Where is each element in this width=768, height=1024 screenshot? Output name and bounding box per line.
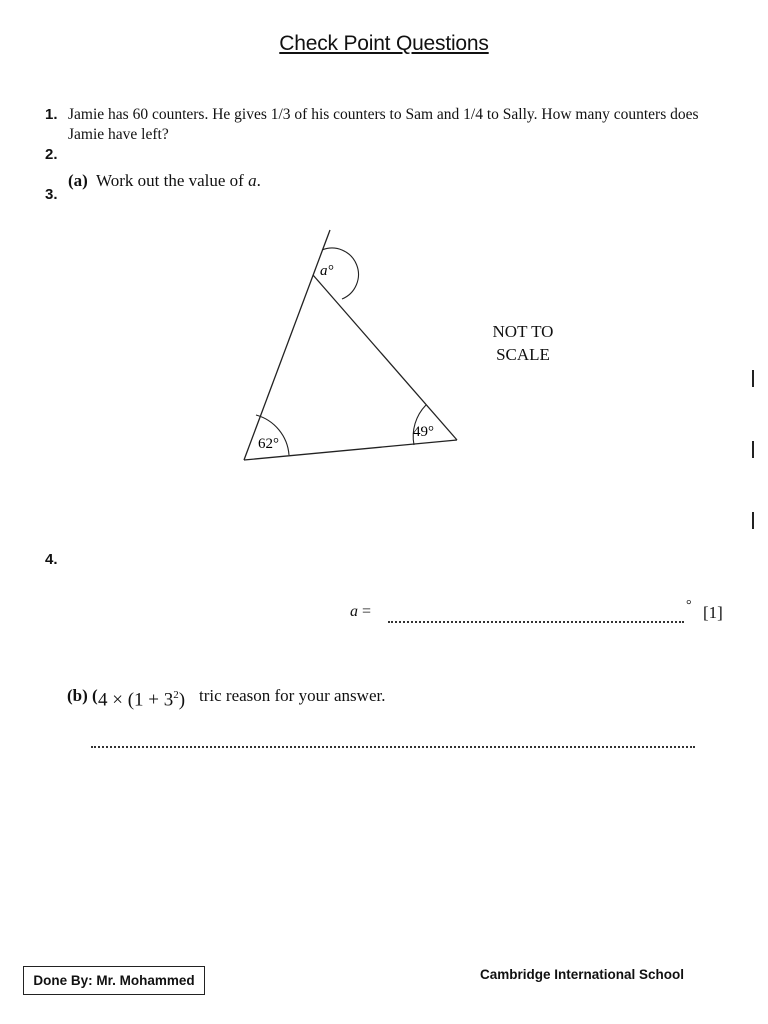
part-a-period: . xyxy=(256,171,261,190)
part-b-expression xyxy=(98,689,185,711)
part-b-label: (b) xyxy=(67,686,88,705)
angle-label-top: a° xyxy=(320,263,334,279)
question-1-text: Jamie has 60 counters. He gives 1/3 of his counters to Sam and 1/4 to Sally. How many counters does xyxy=(68,106,699,123)
question-number-1: 1. xyxy=(45,106,58,123)
answer-a-line[interactable] xyxy=(388,620,684,623)
part-a-prompt: Work out the value of xyxy=(96,171,249,190)
part-b-expression-exponent: 2 xyxy=(173,689,179,701)
question-1-text-cont: Jamie have left? xyxy=(68,126,169,143)
triangle-right-side xyxy=(313,275,457,440)
answer-a-marks: [1] xyxy=(703,603,723,622)
school-name: Cambridge International School xyxy=(480,967,685,982)
done-by-box: Done By: Mr. Mohammed xyxy=(23,966,205,995)
part-b-paren: ( xyxy=(92,686,98,705)
part-b-expression-close: ) xyxy=(178,689,186,711)
part-b-expression-main: 4 × (1 + 3 xyxy=(98,689,174,711)
part-a-label: (a) xyxy=(68,171,88,190)
question-number-4: 4. xyxy=(45,551,58,568)
angle-label-left: 62° xyxy=(258,436,279,452)
part-a-variable: a xyxy=(248,171,257,190)
answer-a-degree: ° xyxy=(686,598,692,613)
margin-tick xyxy=(752,512,754,529)
part-b-text xyxy=(67,686,98,706)
triangle-left-side xyxy=(244,230,330,460)
angle-label-right: 49° xyxy=(413,424,434,440)
page-title: Check Point Questions xyxy=(279,32,489,55)
part-b-trailing-text: tric reason for your answer. xyxy=(199,686,386,705)
answer-b-line[interactable] xyxy=(91,745,695,748)
answer-a-prompt xyxy=(350,603,371,621)
answer-a-variable: a xyxy=(350,603,358,620)
not-to-scale-line2: SCALE xyxy=(496,345,550,364)
question-3a-text xyxy=(68,171,261,191)
not-to-scale-note xyxy=(478,320,568,366)
triangle-diagram xyxy=(230,220,470,465)
question-number-3: 3. xyxy=(45,186,58,203)
answer-a-equals: = xyxy=(358,603,372,620)
margin-tick xyxy=(752,441,754,458)
question-number-2: 2. xyxy=(45,146,58,163)
not-to-scale-line1: NOT TO xyxy=(492,322,554,341)
margin-tick xyxy=(752,370,754,387)
